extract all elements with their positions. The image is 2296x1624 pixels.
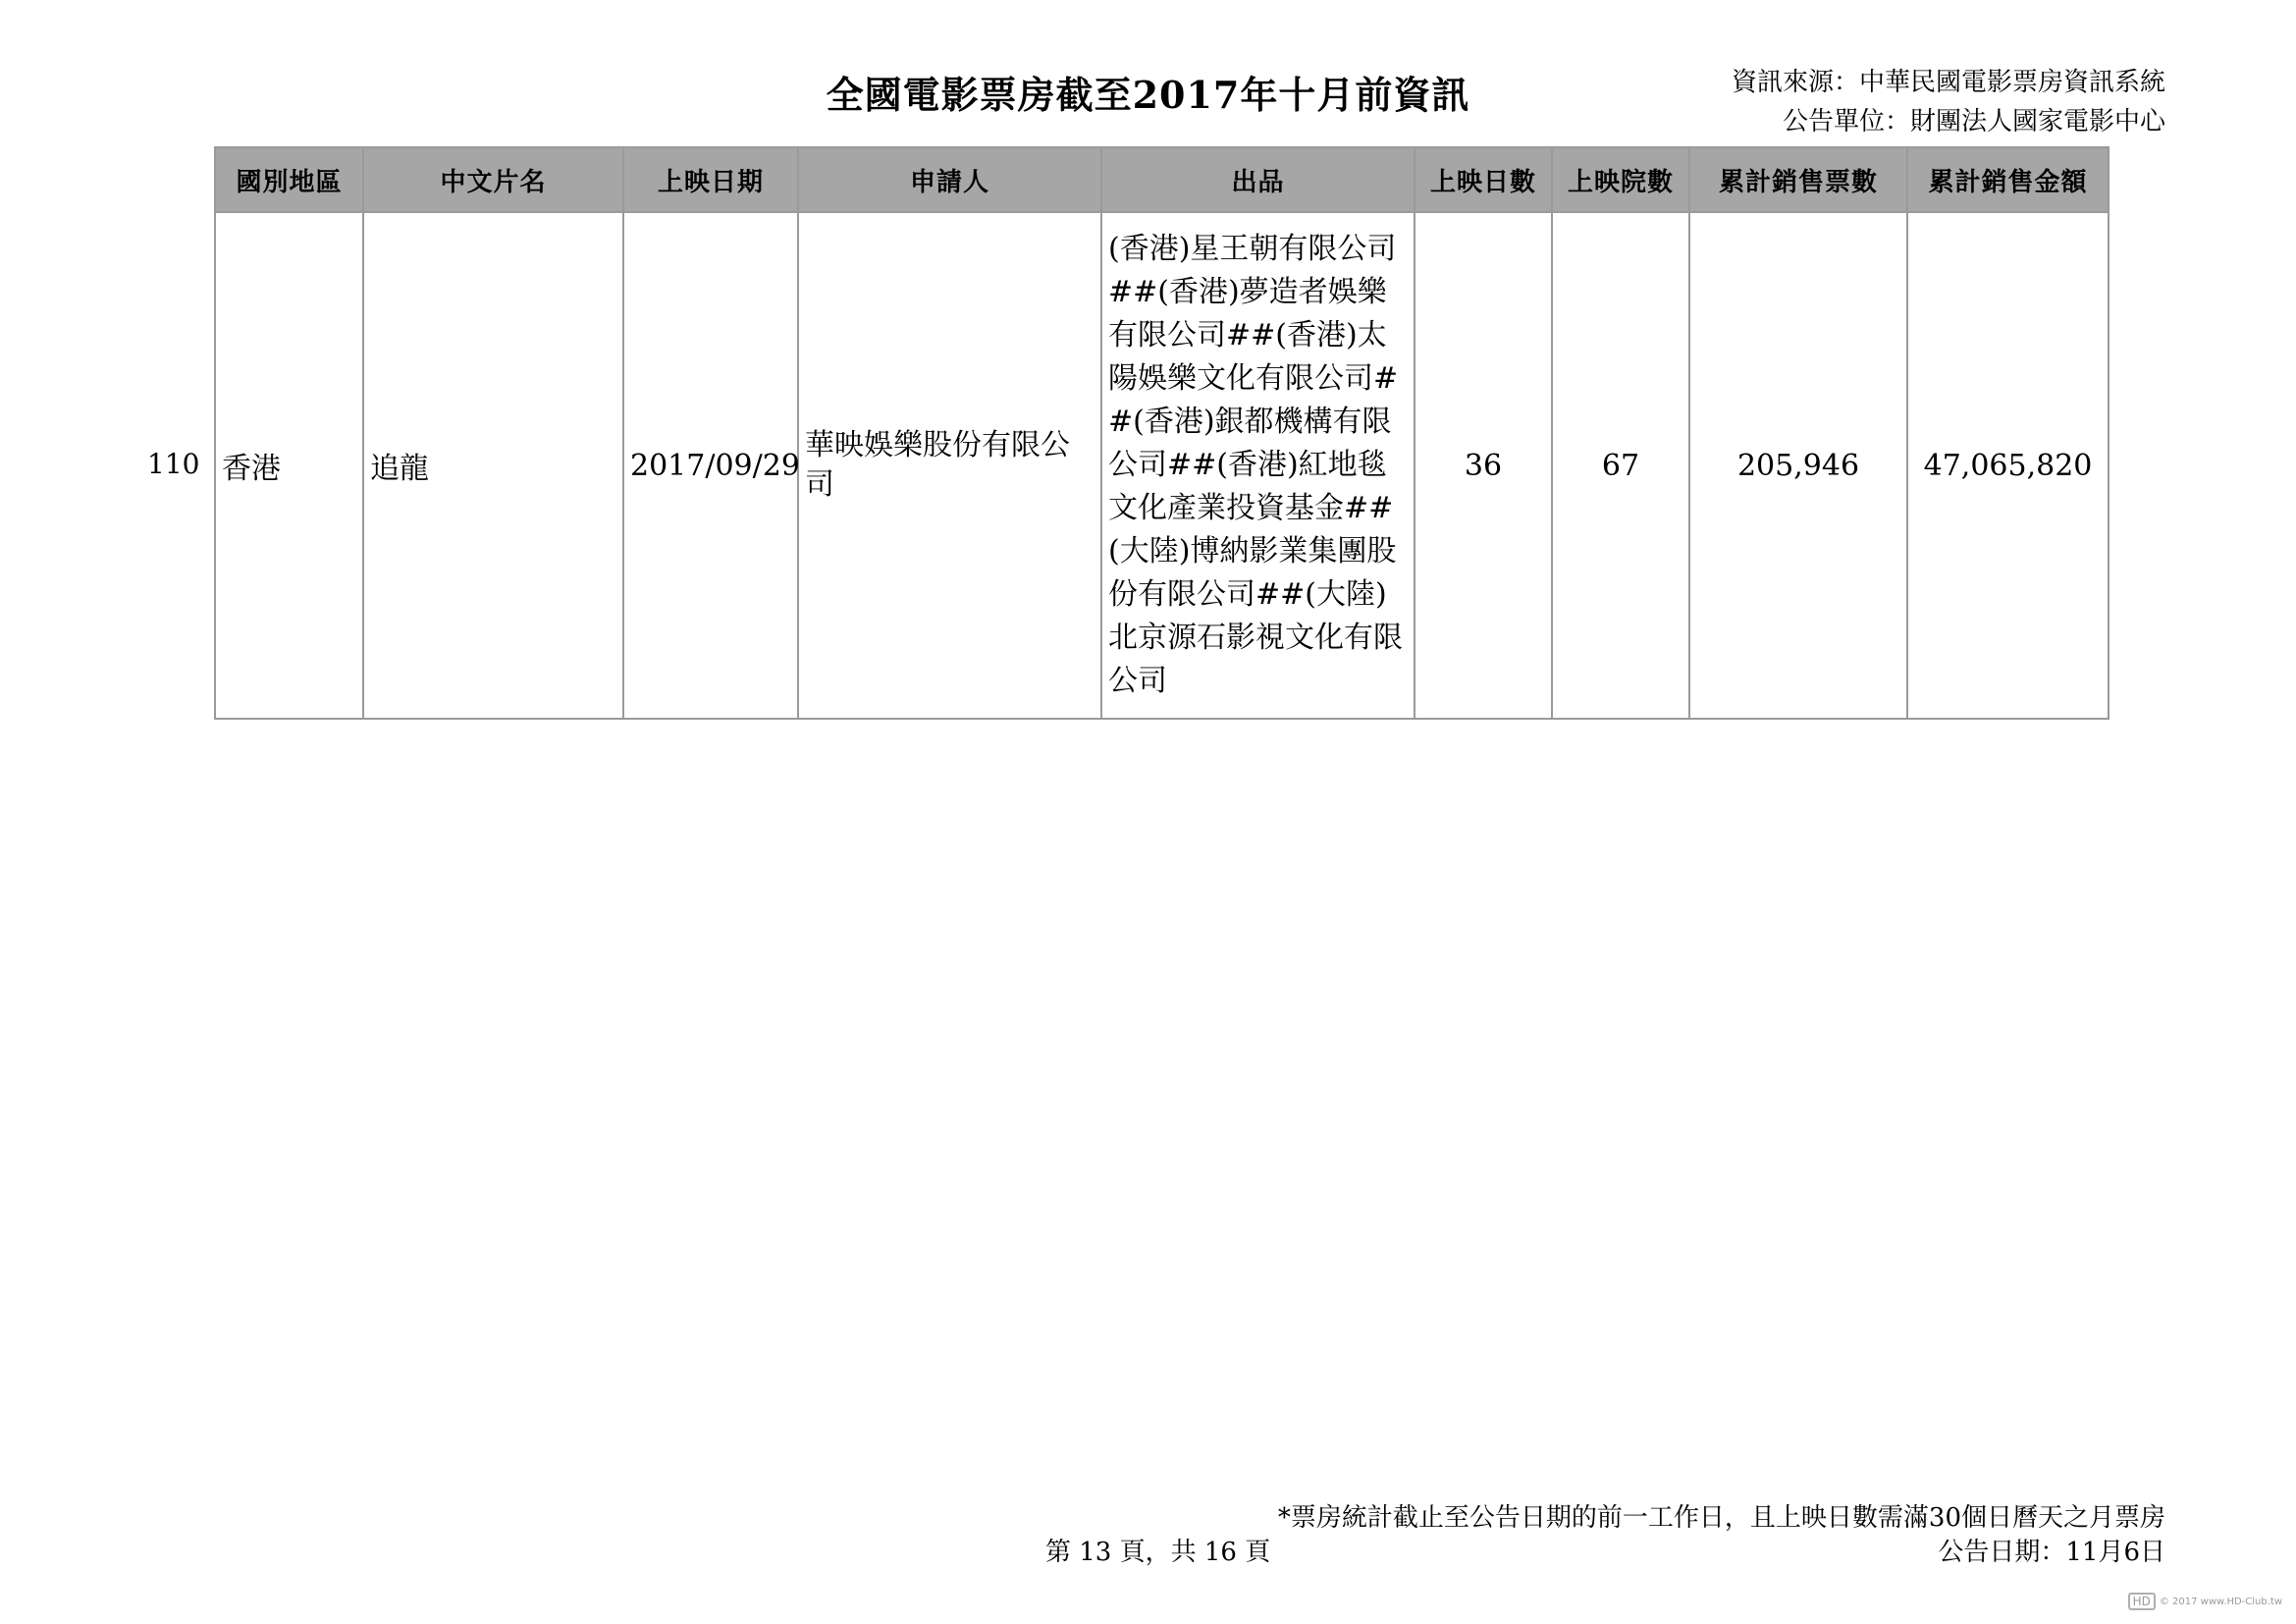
row-number: 110 [147,448,200,480]
table-header-row [215,147,2109,212]
cell-producer: (香港)星王朝有限公司##(香港)夢造者娛樂有限公司##(香港)太陽娛樂文化有限公司##(香港)銀都機構有限公司##(香港)紅地毯文化產業投資基金##(大陸)博納影業集團股份有限公司##(大陸)北京源石影視文化有限公司 [1101,212,1415,719]
box-office-table [214,146,2109,720]
cell-country: 香港 [215,212,363,719]
publisher-line: 公告單位：財團法人國家電影中心 [1782,107,2165,136]
cell-tickets: 205,946 [1689,212,1907,719]
watermark-logo: HD [2128,1593,2156,1610]
col-header-tickets: 累計銷售票數 [1689,147,1907,212]
col-header-film: 中文片名 [363,147,623,212]
cell-release-date: 2017/09/29 [623,212,798,719]
col-header-revenue: 累計銷售金額 [1907,147,2109,212]
col-header-producer: 出品 [1101,147,1415,212]
cell-days: 36 [1415,212,1552,719]
page-title: 全國電影票房截至2017年十月前資訊 [826,73,1470,117]
col-header-applicant: 申請人 [798,147,1101,212]
cell-revenue: 47,065,820 [1907,212,2109,719]
page-number: 第 13 頁，共 16 頁 [1045,1538,1271,1567]
watermark-text: © 2017 www.HD-Club.tw [2159,1596,2282,1607]
cell-applicant: 華映娛樂股份有限公司 [798,212,1101,719]
watermark [2128,1593,2282,1610]
cell-theaters: 67 [1552,212,1689,719]
cell-film: 追龍 [363,212,623,719]
table-row [215,212,2109,719]
col-header-release-date: 上映日期 [623,147,798,212]
col-header-country: 國別地區 [215,147,363,212]
col-header-theaters: 上映院數 [1552,147,1689,212]
source-line: 資訊來源：中華民國電影票房資訊系統 [1731,68,2165,97]
announcement-date: 公告日期：11月6日 [1938,1538,2165,1567]
source-info [1732,63,2165,141]
col-header-days: 上映日數 [1415,147,1552,212]
footer-note: *票房統計截止至公告日期的前一工作日，且上映日數需滿30個日曆天之月票房 [1277,1503,2165,1533]
